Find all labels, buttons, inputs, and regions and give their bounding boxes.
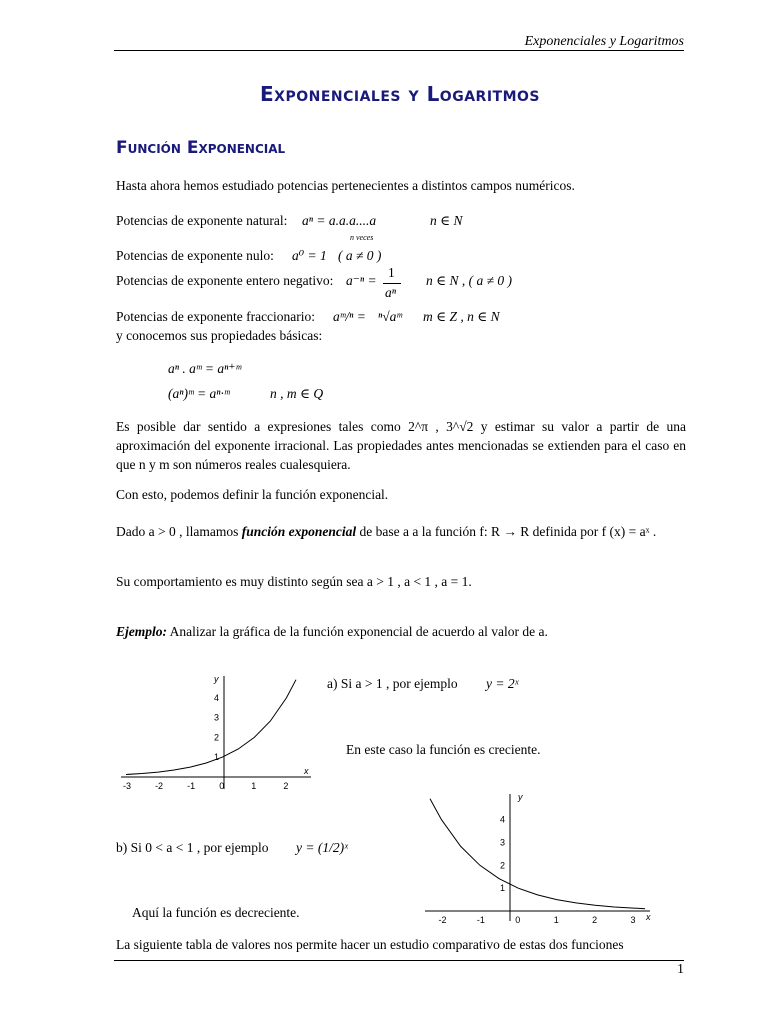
pot-nulo-cond: ( a ≠ 0 )	[338, 248, 382, 263]
case-a-note: En este caso la función es creciente.	[346, 742, 541, 757]
behaviour-text: Su comportamiento es muy distinto según sea a > 1 , a < 1 , a = 1.	[116, 574, 472, 589]
y-axis-label: y	[518, 792, 523, 802]
pot-neg-label: Potencias de exponente entero negativo:	[116, 273, 334, 288]
y-tick-label: 4	[214, 692, 220, 703]
def-rest: de base a a la función f: R → R definida por f (x) = aˣ .	[359, 524, 657, 539]
case-b-formula: y = (1/2)ˣ	[296, 840, 348, 855]
def-pre: Dado a > 0 , llamamos	[116, 524, 239, 539]
y-tick-label: 1	[214, 752, 220, 763]
page-number: 1	[677, 962, 684, 977]
x-tick-label: 0	[219, 781, 225, 791]
pot-neg-cond: n ∈ N , ( a ≠ 0 )	[426, 273, 513, 288]
x-tick-label: -3	[123, 781, 132, 791]
x-tick-label: 2	[283, 781, 289, 791]
example-label: Ejemplo:	[116, 624, 167, 639]
x-tick-label: 1	[553, 915, 559, 925]
y-tick-label: 2	[500, 860, 506, 871]
x-tick-label: 0	[515, 915, 521, 925]
paragraph-irrational: Es posible dar sentido a expresiones tales como 2^π , 3^√2 y estimar su valor a partir de una aproximación del exponente irracional. Las propiedades antes mencionadas se extienden para el caso en que n y m son números reales cualesquiera.	[116, 419, 686, 472]
pot-neg-lhs: a⁻ⁿ =	[346, 273, 377, 288]
property-condition: n , m ∈ Q	[270, 386, 324, 401]
pot-neg-denominator: aⁿ	[385, 285, 397, 300]
case-a-formula: y = 2ˣ	[486, 676, 519, 691]
y-tick-label: 1	[500, 883, 506, 894]
x-tick-label: -2	[438, 915, 447, 925]
intro-text: Hasta ahora hemos estudiado potencias pertenecientes a distintos campos numéricos.	[116, 178, 575, 193]
footer-rule	[114, 960, 684, 961]
pot-natural-underbrace: n veces	[350, 233, 374, 242]
case-b-label: b) Si 0 < a < 1 , por ejemplo	[116, 840, 269, 855]
example-text: Analizar la gráfica de la función exponencial de acuerdo al valor de a.	[169, 624, 548, 639]
case-a-label: a) Si a > 1 , por ejemplo	[327, 676, 458, 691]
y-tick-label: 3	[500, 837, 506, 848]
def-term: función exponencial	[241, 524, 357, 539]
pot-natural-formula: aⁿ = a.a.a....a	[302, 213, 377, 228]
chart-exp-growth	[116, 664, 316, 804]
case-b-note: Aquí la función es decreciente.	[132, 905, 300, 920]
pot-frac-cond: m ∈ Z , n ∈ N	[423, 309, 500, 324]
curve-2-pow-x	[126, 680, 296, 775]
x-tick-label: -1	[476, 915, 485, 925]
property-product: aⁿ . aᵐ = aⁿ⁺ᵐ	[168, 361, 242, 376]
x-axis-label: x	[304, 766, 309, 776]
pot-nulo-label: Potencias de exponente nulo:	[116, 248, 274, 263]
closing-sentence: La siguiente tabla de valores nos permite hacer un estudio comparativo de estas dos funciones	[116, 937, 624, 952]
running-header: Exponenciales y Logaritmos	[524, 34, 684, 49]
pot-frac-lhs: aᵐ/ⁿ =	[333, 309, 366, 324]
x-tick-label: 1	[251, 781, 257, 791]
y-tick-label: 2	[214, 732, 220, 743]
pot-frac-label: Potencias de exponente fraccionario:	[116, 309, 316, 324]
pot-neg-numerator: 1	[388, 265, 395, 280]
define-sentence: Con esto, podemos definir la función exponencial.	[116, 487, 389, 502]
pot-natural-cond: n ∈ N	[430, 213, 463, 228]
y-tick-label: 4	[500, 814, 506, 825]
chart-exp-decay	[420, 786, 656, 936]
y-axis-label: y	[214, 674, 219, 684]
pot-natural-label: Potencias de exponente natural:	[116, 213, 288, 228]
x-axis-label: x	[646, 912, 651, 922]
page-title: Exponenciales y Logaritmos	[260, 82, 540, 106]
pot-nulo-formula: a⁰ = 1	[292, 248, 327, 263]
pot-frac-radical: ⁿ√aᵐ	[378, 309, 403, 324]
curve-half-pow-x	[430, 799, 645, 909]
x-tick-label: -2	[155, 781, 164, 791]
header-rule	[114, 50, 684, 51]
property-power: (aⁿ)ᵐ = aⁿ·ᵐ	[168, 386, 230, 401]
x-tick-label: -1	[187, 781, 196, 791]
example-line	[116, 624, 548, 640]
section-heading: Función Exponencial	[116, 138, 286, 158]
props-intro: y conocemos sus propiedades básicas:	[116, 328, 323, 343]
y-tick-label: 3	[214, 712, 220, 723]
fraction-bar	[383, 283, 401, 284]
definition-paragraph	[116, 522, 686, 541]
x-tick-label: 2	[592, 915, 598, 925]
x-tick-label: 3	[630, 915, 636, 925]
